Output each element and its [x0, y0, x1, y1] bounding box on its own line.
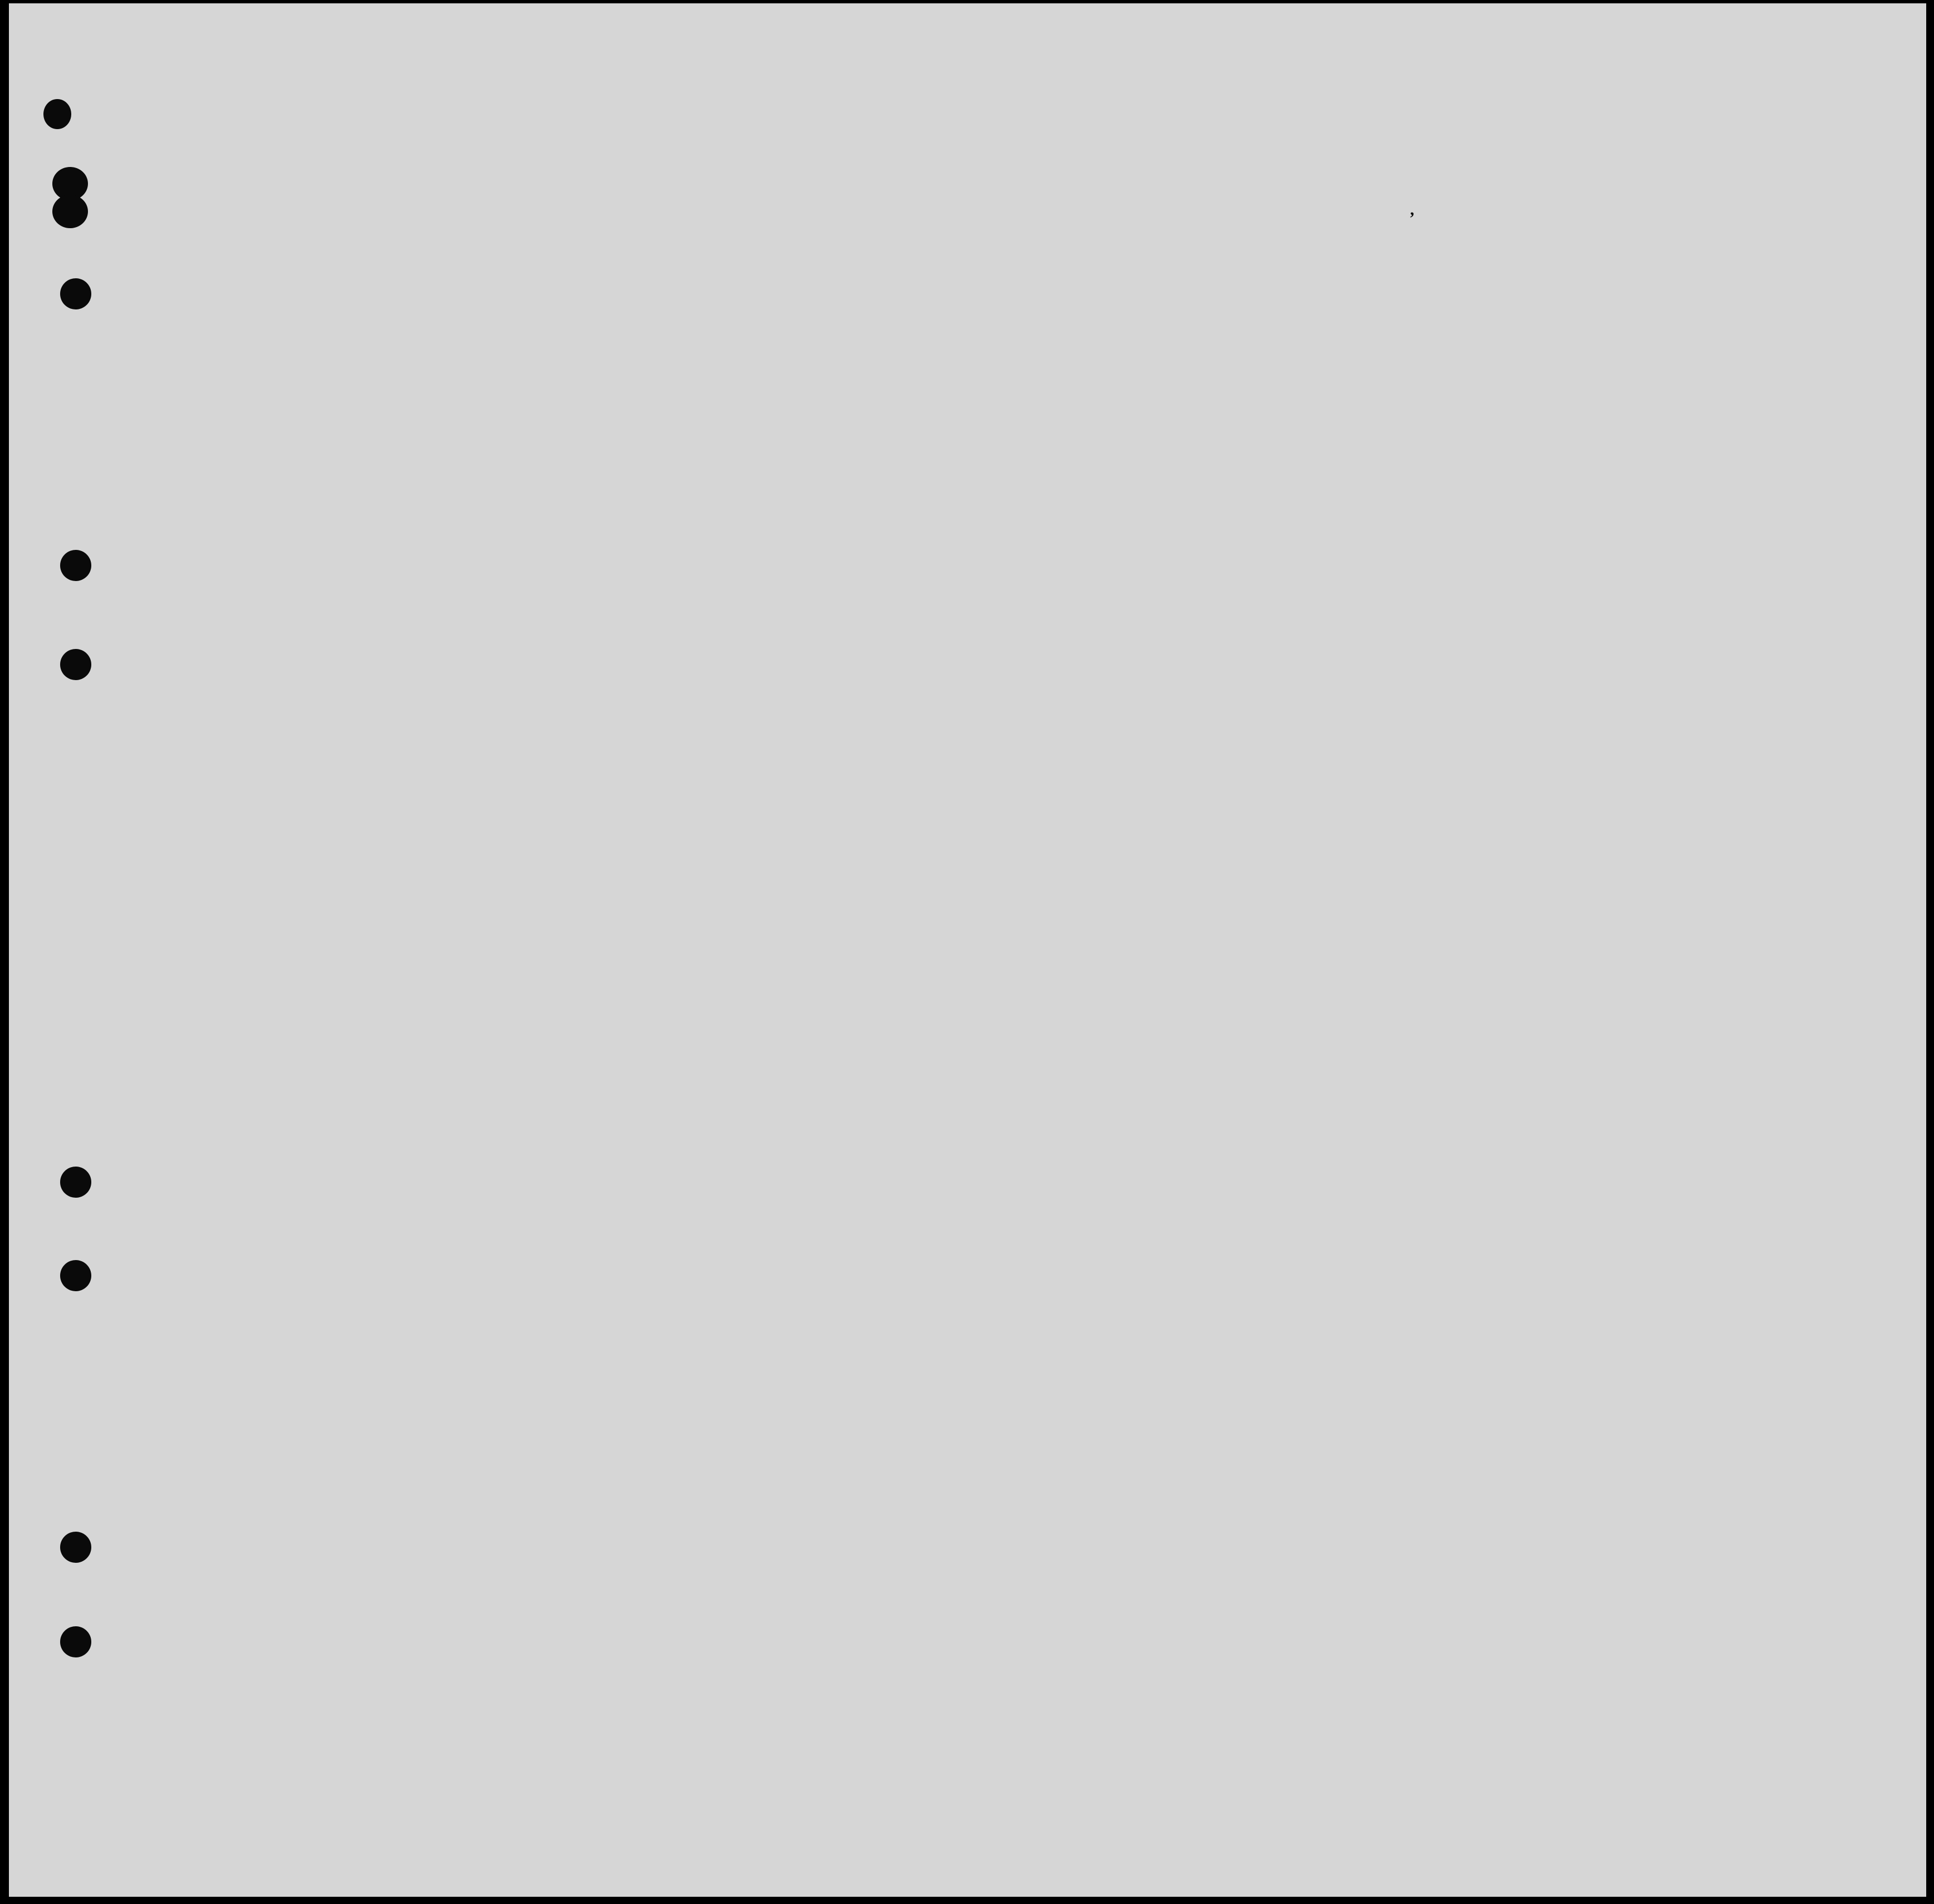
comma-separator: ,: [1411, 199, 1415, 219]
